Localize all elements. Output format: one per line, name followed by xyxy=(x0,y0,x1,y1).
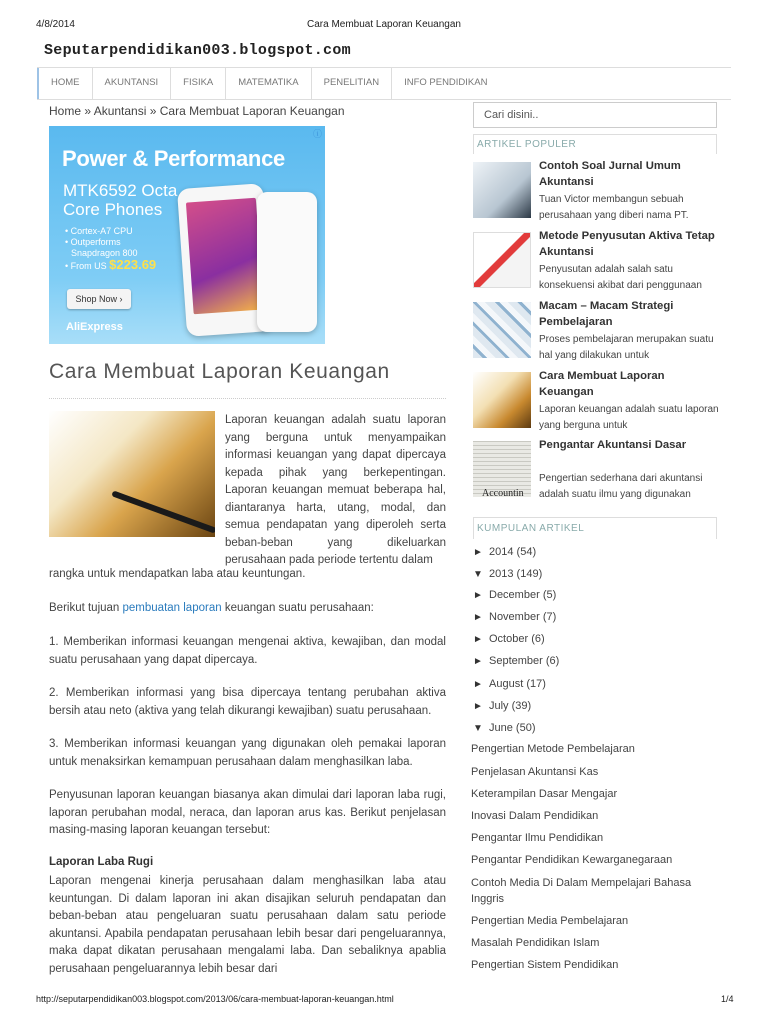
article-intro: Laporan keuangan adalah suatu laporan yang berguna untuk menyampaikan informasi keuangan yang dapat dipercaya kepada pihak yang berkepentingan. Laporan keuangan memuat beberapa hal, diantaranya harta, utang, modal, dan semua pendapatan yang diperoleh serta beban-beban yang dikeluarkan perusahaan pada periode tertentu dalam xyxy=(225,414,446,566)
collapse-arrow-icon: ▼ xyxy=(473,569,483,580)
popular-snippet: Proses pembelajaran merupakan suatu hal yang dilakukan untuk xyxy=(539,334,714,361)
search-input[interactable]: Cari disini.. xyxy=(473,102,717,128)
ad-brand-logo: AliExpress xyxy=(66,321,123,333)
archive-august[interactable]: ► August (17) xyxy=(473,678,546,690)
expand-arrow-icon: ► xyxy=(473,612,483,623)
expand-arrow-icon: ► xyxy=(473,547,483,558)
post-link[interactable]: Penjelasan Akuntansi Kas xyxy=(471,766,599,778)
archive-october[interactable]: ► October (6) xyxy=(473,633,545,645)
expand-arrow-icon: ► xyxy=(473,656,483,667)
ad-headline: Power & Performance xyxy=(62,146,285,171)
archive-september[interactable]: ► September (6) xyxy=(473,655,560,667)
popular-item[interactable] xyxy=(473,368,718,434)
archive-july[interactable]: ► July (39) xyxy=(473,700,532,712)
article-image xyxy=(49,411,215,537)
expand-arrow-icon: ► xyxy=(473,679,483,690)
popular-title[interactable]: Contoh Soal Jurnal Umum Akuntansi xyxy=(539,160,681,188)
archive-heading: KUMPULAN ARTIKEL xyxy=(473,517,717,539)
breadcrumb[interactable]: Home » Akuntansi » Cara Membuat Laporan Keuangan xyxy=(49,104,345,118)
archive-december[interactable]: ► December (5) xyxy=(473,589,557,601)
ad-shop-now-button[interactable]: Shop Now › xyxy=(67,289,131,309)
print-title: Cara Membuat Laporan Keuangan xyxy=(307,19,461,30)
nav-fisika[interactable]: FISIKA xyxy=(170,68,225,99)
article-title: Cara Membuat Laporan Keuangan xyxy=(49,360,390,383)
site-title[interactable]: Seputarpendidikan003.blogspot.com xyxy=(44,42,351,59)
print-page-number: 1/4 xyxy=(721,994,734,1004)
popular-title[interactable]: Metode Penyusutan Aktiva Tetap Akuntansi xyxy=(539,230,715,258)
point-2: 2. Memberikan informasi yang bisa dipercaya tentang perubahan aktiva bersih atau neto (aktiva yang telah dikurangi kewajiban) suatu perusahaan. xyxy=(49,687,446,717)
phone-image-back xyxy=(257,192,317,332)
advertisement-banner[interactable] xyxy=(49,126,325,344)
nav-penelitian[interactable]: PENELITIAN xyxy=(311,68,391,99)
popular-title[interactable]: Macam – Macam Strategi Pembelajaran xyxy=(539,300,674,328)
laba-rugi-paragraph: Laporan mengenai kinerja perusahaan dalam menghasilkan laba atau keuntungan. Di dalam laporan ini akan disajikan seluruh pendapatan dan beban-beban atau pengeluaran suatu perusahaan dalam satu periode akuntansi. Apabila pendapatan perusahaan lebih besar dari pengeluarannya, maka dapat dikatan perusahaan mengalami laba. Dan sebaliknya apablia perusahaan pengeluarannya lebih besar dari xyxy=(49,875,446,975)
expand-arrow-icon: ► xyxy=(473,701,483,712)
section-heading: Laporan Laba Rugi xyxy=(49,856,154,868)
popular-thumbnail[interactable]: Accountin xyxy=(473,441,531,497)
ad-price: $223.69 xyxy=(109,257,157,272)
pembuatan-laporan-link[interactable]: pembuatan laporan xyxy=(122,602,222,614)
nav-akuntansi[interactable]: AKUNTANSI xyxy=(92,68,171,99)
popular-snippet: Penyusutan adalah salah satu konsekuensi akibat dari penggunaan xyxy=(539,264,702,291)
popular-title[interactable]: Cara Membuat Laporan Keuangan xyxy=(539,370,665,398)
expand-arrow-icon: ► xyxy=(473,634,483,645)
print-footer-url: http://seputarpendidikan003.blogspot.com/2013/06/cara-membuat-laporan-keuangan.html xyxy=(36,994,394,1004)
nav-matematika[interactable]: MATEMATIKA xyxy=(225,68,310,99)
post-link[interactable]: Pengantar Pendidikan Kewarganegaraan xyxy=(471,854,673,866)
popular-snippet: Tuan Victor membangun sebuah perusahaan yang diberi nama PT. xyxy=(539,194,689,221)
post-link[interactable]: Pengertian Metode Pembelajaran xyxy=(471,743,635,755)
ad-specs: • Cortex-A7 CPU • Outperforms Snapdragon 800 • From US $223.69 xyxy=(65,226,157,272)
popular-snippet: Laporan keuangan adalah suatu laporan yang berguna untuk xyxy=(539,404,719,431)
popular-articles-heading: ARTIKEL POPULER xyxy=(473,134,717,154)
point-1: 1. Memberikan informasi keuangan mengenai aktiva, kewajiban, dan modal suatu perusahaan yang dapat dipercaya. xyxy=(49,636,446,666)
popular-item[interactable] xyxy=(473,437,718,503)
collapse-arrow-icon: ▼ xyxy=(473,723,483,734)
popular-item[interactable] xyxy=(473,298,718,364)
post-link[interactable]: Keterampilan Dasar Mengajar xyxy=(471,788,618,800)
ad-product: MTK6592 Octa Core Phones xyxy=(63,181,178,219)
point-3: 3. Memberikan informasi keuangan yang digunakan oleh pemakai laporan untuk menaksirkan kemampuan perusahaan dalam menghasilkan laba. xyxy=(49,738,446,768)
post-link[interactable]: Contoh Media Di Dalam Mempelajari Bahasa Inggris xyxy=(471,877,692,905)
adchoices-icon[interactable]: ⓘ xyxy=(312,129,322,139)
purpose-paragraph: Berikut tujuan pembuatan laporan keuangan suatu perusahaan: xyxy=(49,602,374,614)
archive-2013[interactable]: ▼ 2013 (149) xyxy=(473,568,543,580)
post-link[interactable]: Masalah Pendidikan Islam xyxy=(471,937,600,949)
popular-item[interactable] xyxy=(473,158,718,224)
main-nav xyxy=(37,67,731,100)
archive-2014[interactable]: ► 2014 (54) xyxy=(473,546,537,558)
print-date: 4/8/2014 xyxy=(36,19,75,30)
popular-thumbnail[interactable] xyxy=(473,372,531,428)
post-link[interactable]: Pengertian Media Pembelajaran xyxy=(471,915,629,927)
post-link[interactable]: Inovasi Dalam Pendidikan xyxy=(471,810,599,822)
report-order-paragraph: Penyusunan laporan keuangan biasanya akan dimulai dari laporan laba rugi, laporan perubahan modal, neraca, dan laporan arus kas. Berikut penjelasan masing-masing laporan keuangan tersebut: xyxy=(49,789,446,836)
archive-november[interactable]: ► November (7) xyxy=(473,611,557,623)
post-link[interactable]: Pengertian Sistem Pendidikan xyxy=(471,959,619,971)
popular-title[interactable]: Pengantar Akuntansi Dasar xyxy=(539,439,687,451)
article-intro-end: rangka untuk mendapatkan laba atau keuntungan. xyxy=(49,568,306,580)
nav-info-pendidikan[interactable]: INFO PENDIDIKAN xyxy=(391,68,499,99)
popular-item[interactable] xyxy=(473,228,718,294)
nav-home[interactable]: HOME xyxy=(37,68,92,99)
expand-arrow-icon: ► xyxy=(473,590,483,601)
divider xyxy=(49,398,446,400)
popular-thumbnail[interactable] xyxy=(473,232,531,288)
post-link[interactable]: Pengantar Ilmu Pendidikan xyxy=(471,832,604,844)
popular-thumbnail[interactable] xyxy=(473,302,531,358)
popular-snippet: Pengertian sederhana dari akuntansi adalah suatu ilmu yang digunakan xyxy=(539,473,703,500)
archive-june[interactable]: ▼ June (50) xyxy=(473,722,536,734)
popular-thumbnail[interactable] xyxy=(473,162,531,218)
